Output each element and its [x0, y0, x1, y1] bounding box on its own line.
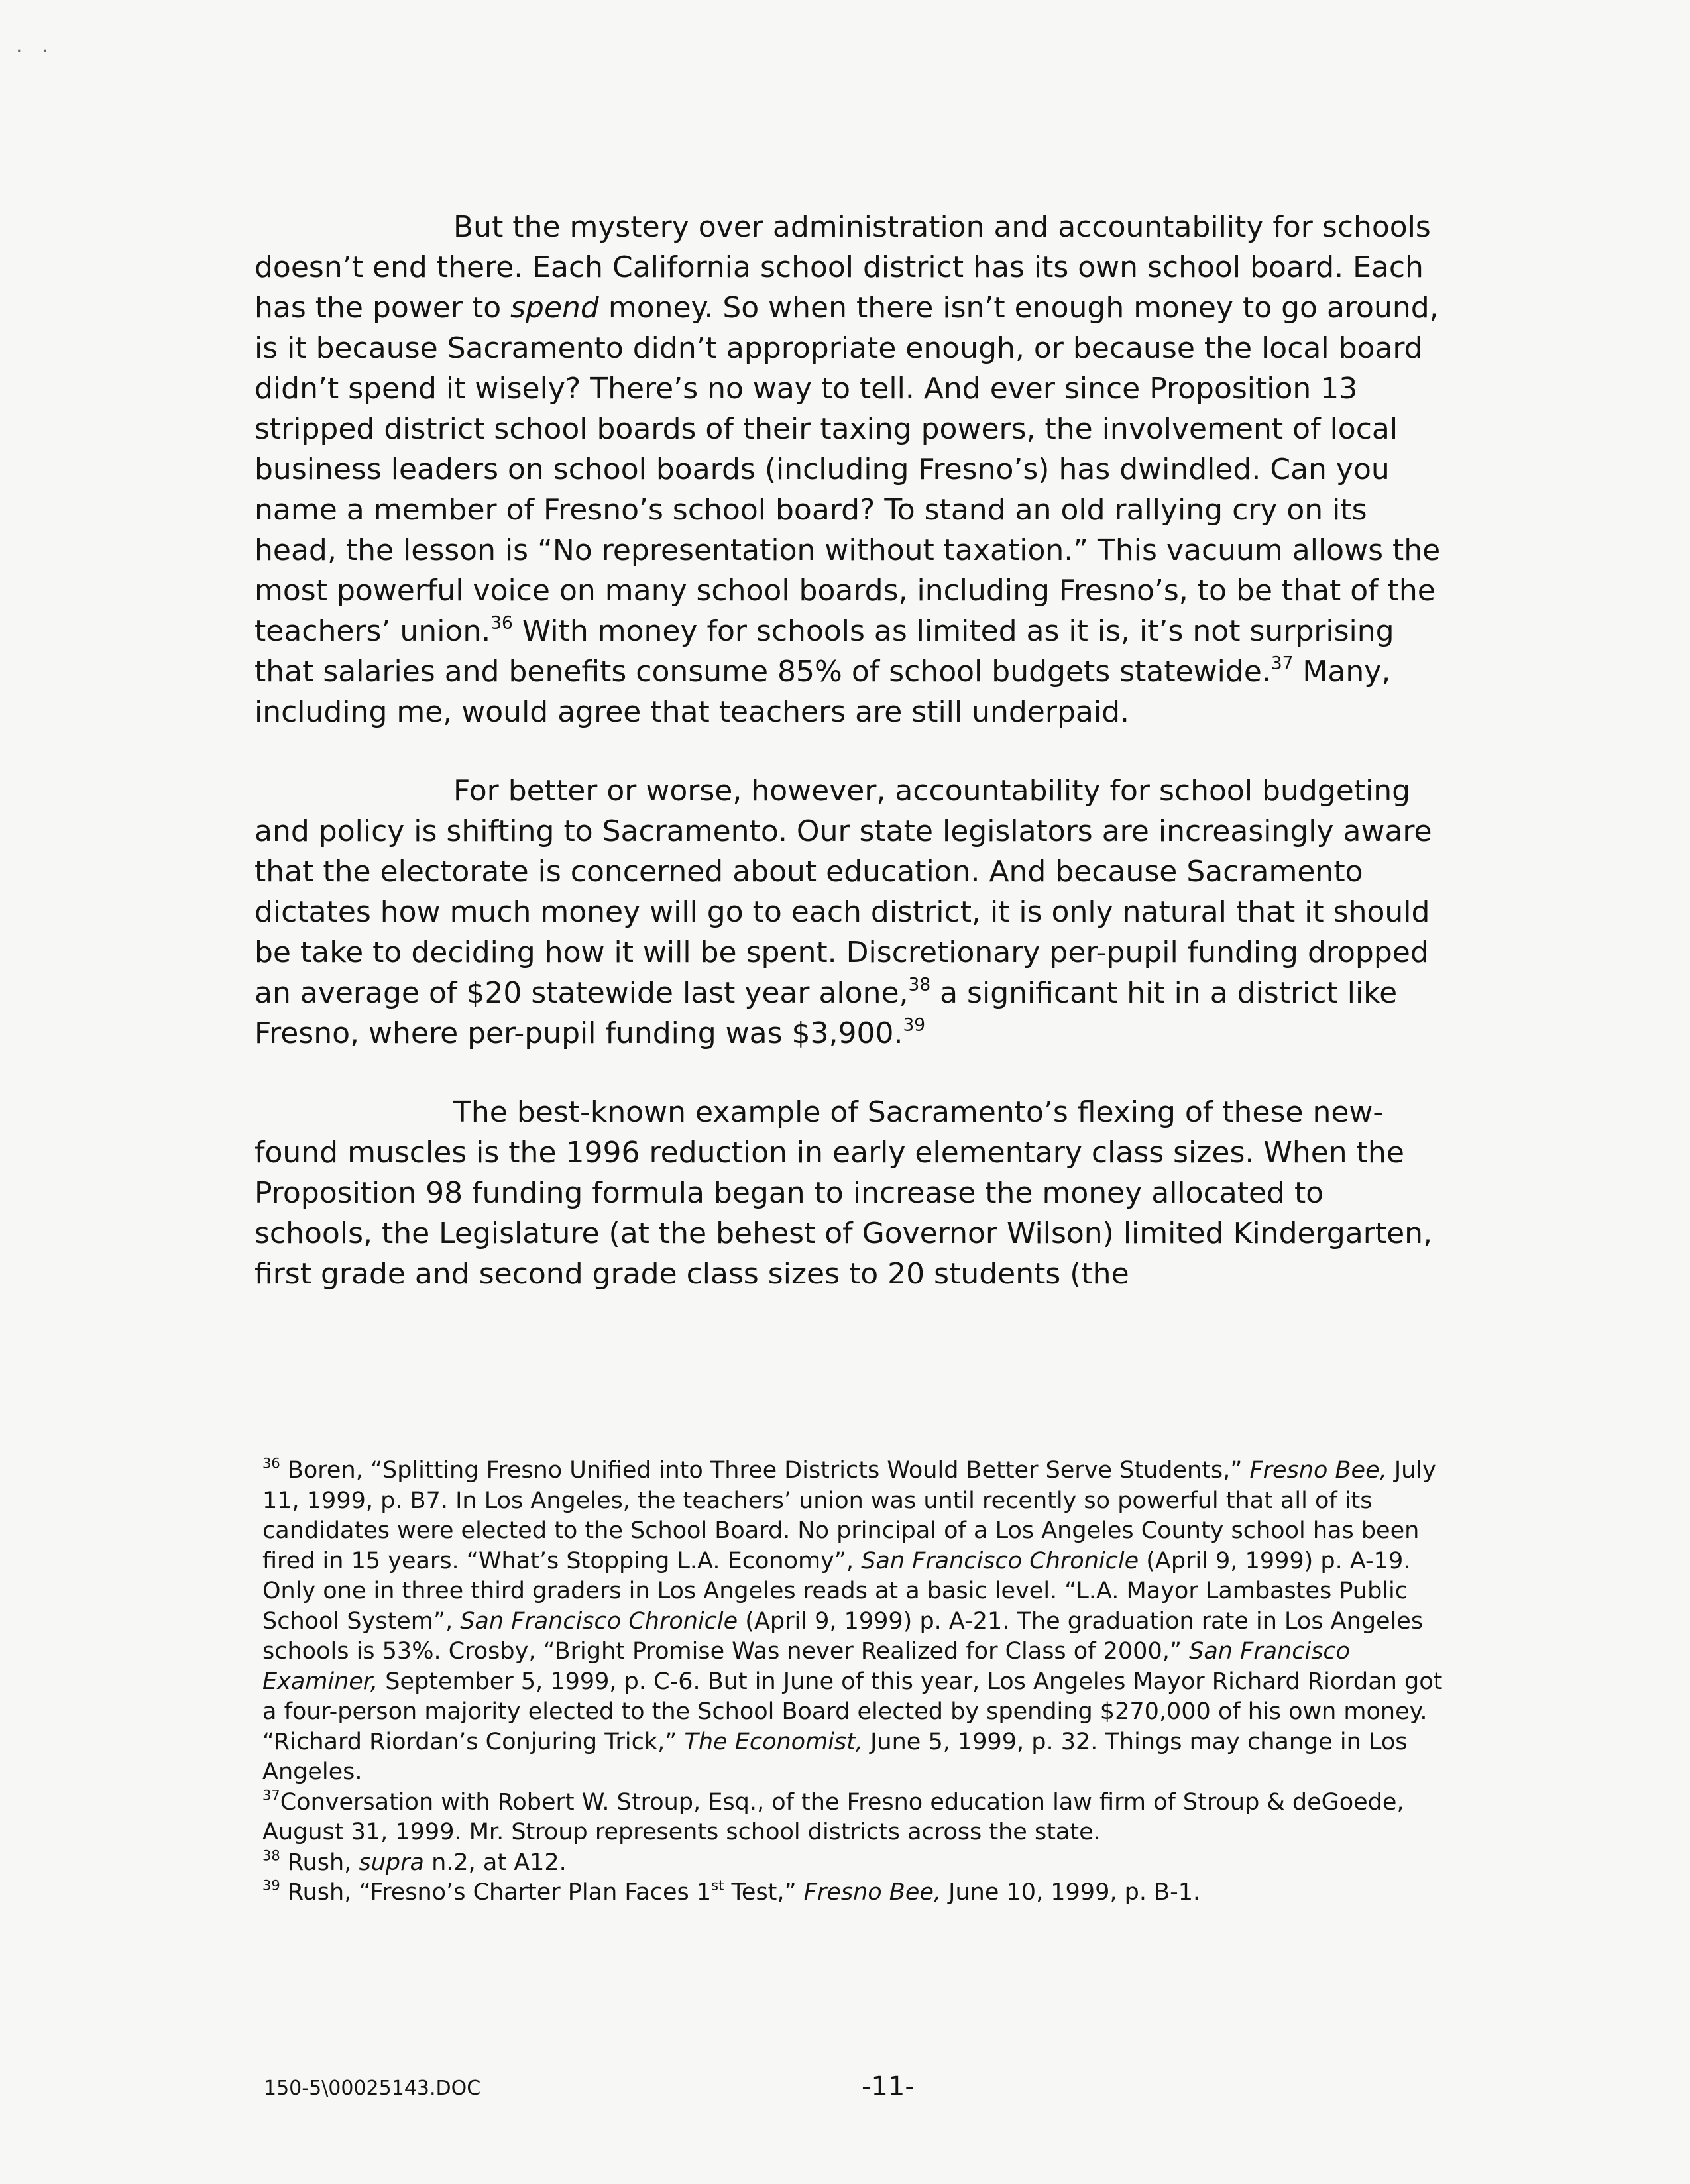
text-run: Conversation with Robert W. Stroup, Esq., of the Fresno education law firm of Stroup & deGoede, August 31, 1999. Mr. Stroup represents school districts across the state.	[262, 1788, 1404, 1845]
text-run: Boren, “Splitting Fresno Unified into Three Districts Would Better Serve Students,”	[280, 1457, 1250, 1484]
body-text	[254, 207, 1447, 1333]
footnote	[262, 1878, 1449, 1908]
italic-text: supra	[359, 1849, 424, 1876]
text-run: June 10, 1999, p. B-1.	[941, 1879, 1201, 1906]
italic-text: spend	[510, 291, 599, 325]
footnote-ref: 37	[1270, 653, 1294, 674]
footnote-ref: 38	[908, 974, 931, 995]
footnote-ref: st	[711, 1877, 724, 1894]
italic-text: San Francisco Chronicle	[861, 1547, 1139, 1574]
footnote-ref: 36	[490, 612, 513, 633]
paragraph	[254, 771, 1447, 1054]
text-run: Test,”	[724, 1879, 804, 1906]
document-id: 150-5\00025143.DOC	[264, 2077, 481, 2100]
text-run: July 11, 1999, p. B7. In Los Angeles, the teachers’ union was until recently so powerful that all of its candidates were elected to the School Board. No principal of a Los Angeles County school has been fired in 15 years. “What’s Stopping L.A. Economy”,	[262, 1457, 1436, 1574]
italic-text: San Francisco Examiner,	[262, 1638, 1351, 1695]
footnote	[262, 1848, 1449, 1879]
text-run: Many, including me, would agree that teachers are still underpaid.	[254, 655, 1391, 729]
paragraph	[254, 1092, 1447, 1294]
footnote-ref: 36	[262, 1455, 280, 1472]
text-run: a significant hit in a district like Fresno, where per-pupil funding was $3,900.	[254, 976, 1398, 1050]
text-run: The best-known example of Sacramento’s flexing of these new-found muscles is the 1996 reduction in early elementary class sizes. When the Proposition 98 funding formula began to increase the money allocated to schools, the Legislature (at the behest of Governor Wilson) limited Kindergarten, first grade and second grade class sizes to 20 students (the	[254, 1095, 1433, 1291]
paragraph	[254, 207, 1447, 732]
italic-text: The Economist,	[684, 1728, 863, 1755]
footnote-ref: 39	[903, 1014, 926, 1036]
text-run: With money for schools as limited as it is, it’s not surprising that salaries and benefits consume 85% of school budgets statewide.	[254, 614, 1394, 688]
footnote-ref: 39	[262, 1877, 280, 1894]
text-run: (April 9, 1999) p. A-21. The graduation rate in Los Angeles schools is 53%. Crosby, “Bright Promise Was never Realized for Class of 2000,”	[262, 1608, 1424, 1665]
italic-text: Fresno Bee,	[1249, 1457, 1387, 1484]
footnote-ref: 37	[262, 1786, 280, 1803]
footnote-ref: 38	[262, 1847, 280, 1863]
italic-text: San Francisco Chronicle	[460, 1608, 738, 1635]
page-number: -11-	[862, 2071, 915, 2102]
scan-specks: ··	[16, 40, 69, 63]
text-run: Rush,	[280, 1849, 359, 1876]
text-run: money. So when there isn’t enough money to go around, is it because Sacramento didn’t appropriate enough, or because the local board didn’t spend it wisely? There’s no way to tell. And ever since Proposition 13 stripped district school boards of their taxing powers, the involvement of local business leaders on school boards (including Fresno’s) has dwindled. Can you name a member of Fresno’s school board? To stand an old rallying cry on its head, the lesson is “No representation without taxation.” This vacuum allows the most powerful voice on many school boards, including Fresno’s, to be that of the teachers’ union.	[254, 291, 1441, 648]
text-run: Rush, “Fresno’s Charter Plan Faces 1	[280, 1879, 712, 1906]
text-run: (April 9, 1999) p. A-19. Only one in three third graders in Los Angeles reads at a basic level. “L.A. Mayor Lambastes Public School System”,	[262, 1547, 1411, 1635]
text-run: But the mystery over administration and accountability for schools doesn’t end there. Each California school district has its own school board. Each has the power to	[254, 210, 1431, 325]
text-run: For better or worse, however, accountability for school budgeting and policy is shifting to Sacramento. Our state legislators are increasingly aware that the electorate is concerned about education. And because Sacramento dictates how much money will go to each district, it is only natural that it should be take to deciding how it will be spent. Discretionary per-pupil funding dropped an average of $20 statewide last year alone,	[254, 774, 1432, 1010]
footnote	[262, 1456, 1449, 1788]
italic-text: Fresno Bee,	[803, 1879, 942, 1906]
text-run: n.2, at A12.	[423, 1849, 567, 1876]
footnotes	[262, 1456, 1449, 1908]
text-run: September 5, 1999, p. C-6. But in June of this year, Los Angeles Mayor Richard Riordan got a four-person majority elected to the School Board elected by spending $270,000 of his own money. “Richard Riordan’s Conjuring Trick,”	[262, 1668, 1443, 1755]
text-run: June 5, 1999, p. 32. Things may change in Los Angeles.	[262, 1728, 1408, 1785]
footnote	[262, 1788, 1449, 1848]
